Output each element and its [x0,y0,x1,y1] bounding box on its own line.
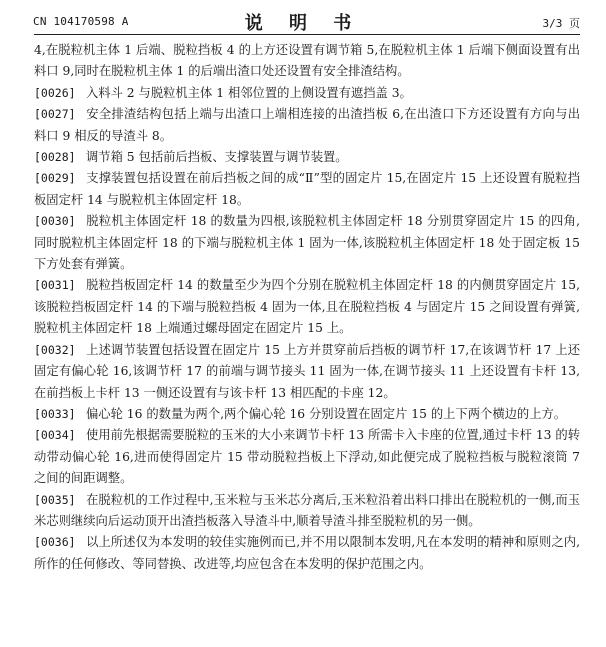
paragraph-0036 [34,532,580,575]
paragraph-number: [0032] [34,342,76,357]
paragraph-number: [0029] [34,171,76,186]
paragraph-0026 [34,83,580,104]
paragraph-text: 4,在脱粒机主体 1 后端、脱粒挡板 4 的上方还设置有调节箱 5,在脱粒机主体 1 后端下侧面设置有出料口 9,同时在脱粒机主体 1 的后端出渣口处还设置有安全排渣结构。 [34,43,580,79]
paragraph-number: [0035] [34,492,76,507]
header-divider [34,34,580,35]
paragraph-text: 使用前先根据需要脱粒的玉米的大小来调节卡杆 13 所需卡入卡座的位置,通过卡杆 13 的转动带动偏心轮 16,进而使得固定片 15 带动脱粒挡板上下浮动,如此便完成了脱粒挡板与脱粒滚筒 7 之间的间距调整。 [34,428,580,486]
paragraph-0034 [34,425,580,489]
page-header [0,0,606,40]
paragraph-text: 以上所述仅为本发明的较佳实施例而已,并不用以限制本发明,凡在本发明的精神和原则之内,所作的任何修改、等同替换、改进等,均应包含在本发明的保护范围之内。 [34,535,580,571]
paragraph-text: 调节箱 5 包括前后挡板、支撑装置与调节装置。 [86,150,348,165]
paragraph-number: [0031] [34,278,76,293]
paragraph-text: 在脱粒机的工作过程中,玉米粒与玉米芯分离后,玉米粒沿着出料口排出在脱粒机的一侧,而玉米芯则继续向后运动顶开出渣挡板落入导渣斗中,顺着导渣斗排至脱粒机的另一侧。 [34,492,580,528]
paragraph-text: 脱粒挡板固定杆 14 的数量至少为四个分别在脱粒机主体固定杆 18 的内侧贯穿固定片 15,该脱粒挡板固定杆 14 的下端与脱粒挡板 4 固为一体,且在脱粒挡板 4 与固定片 15 之间设置有弹簧,脱粒机主体固定杆 18 上端通过螺母固定在固定片 15 上。 [34,278,580,336]
paragraph-text: 入料斗 2 与脱粒机主体 1 相邻位置的上侧设置有遮挡盖 3。 [86,85,412,100]
paragraph-number: [0026] [34,85,76,100]
paragraph-0029 [34,168,580,211]
paragraph-0035 [34,490,580,533]
paragraph-0031 [34,275,580,339]
paragraph-continuation [34,40,580,83]
paragraph-number: [0034] [34,428,76,443]
paragraph-0027 [34,104,580,147]
paragraph-0033 [34,404,580,425]
document-id: CN 104170598 A [33,15,129,28]
paragraph-text: 脱粒机主体固定杆 18 的数量为四根,该脱粒机主体固定杆 18 分别贯穿固定片 15 的四角,同时脱粒机主体固定杆 18 的下端与脱粒机主体 1 固为一体,该脱粒机主体固定杆 18 处于固定板 15 下方处套有弹簧。 [34,214,580,272]
page-title: 说 明 书 [244,13,362,34]
paragraph-0030 [34,211,580,275]
paragraph-number: [0030] [34,214,76,229]
document-body [34,40,580,575]
paragraph-0032 [34,340,580,404]
paragraph-number: [0027] [34,107,76,122]
paragraph-text: 安全排渣结构包括上端与出渣口上端相连接的出渣挡板 6,在出渣口下方还设置有方向与出料口 9 相反的导渣斗 8。 [34,107,580,143]
paragraph-text: 偏心轮 16 的数量为两个,两个偏心轮 16 分别设置在固定片 15 的上下两个横边的上方。 [86,406,567,421]
page-number: 3/3 页 [542,17,580,30]
paragraph-text: 上述调节装置包括设置在固定片 15 上方并贯穿前后挡板的调节杆 17,在该调节杆 17 上还固定有偏心轮 16,该调节杆 17 的前端与调节接头 11 固为一体,在调节接头 11 上还设置有卡杆 13,在前挡板上卡杆 13 一侧还设置有与该卡杆 13 相匹配的卡座 12。 [34,342,580,400]
paragraph-text: 支撑装置包括设置在前后挡板之间的成“Ⅱ”型的固定片 15,在固定片 15 上还设置有脱粒挡板固定杆 14 与脱粒机主体固定杆 18。 [34,171,580,207]
paragraph-number: [0028] [34,150,76,165]
paragraph-number: [0033] [34,406,76,421]
paragraph-number: [0036] [34,535,76,550]
paragraph-0028 [34,147,580,168]
